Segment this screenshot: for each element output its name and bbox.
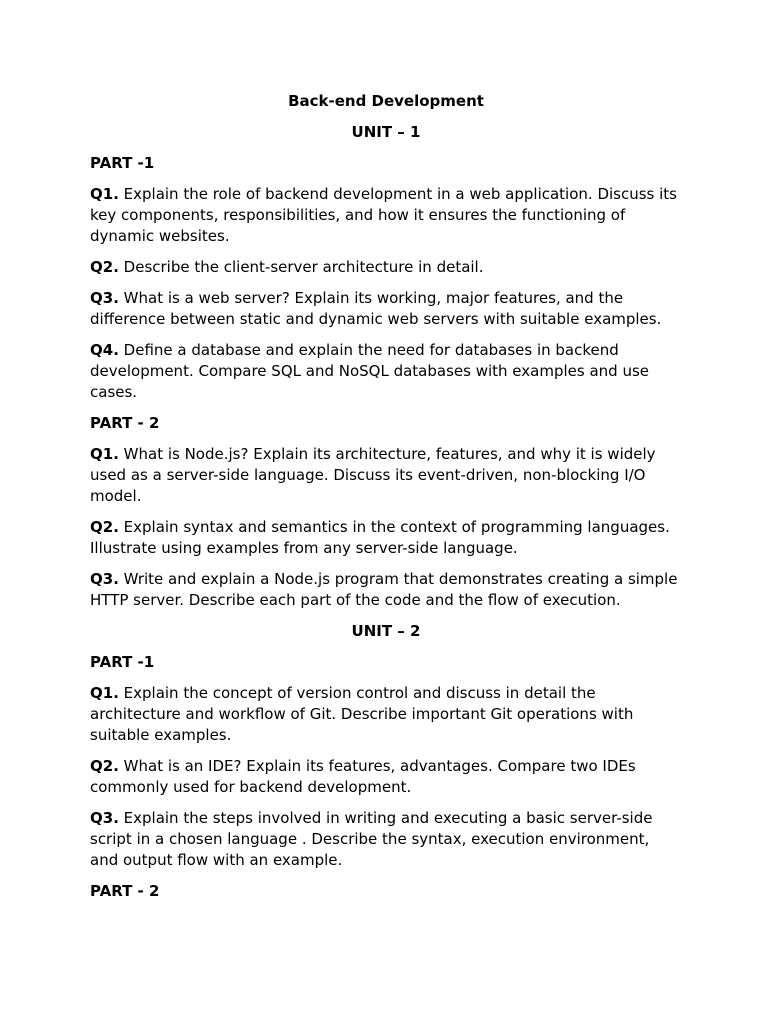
question-number: Q4.: [90, 341, 119, 359]
question-number: Q2.: [90, 258, 119, 276]
question-text: What is an IDE? Explain its features, advantages. Compare two IDEs commonly used for backend development.: [90, 757, 636, 796]
question-item: [90, 184, 682, 247]
question-text: Explain syntax and semantics in the context of programming languages. Illustrate using examples from any server-side language.: [90, 518, 670, 557]
unit-heading: UNIT – 1: [351, 123, 421, 141]
question-item: [90, 683, 682, 746]
question-text: What is a web server? Explain its working, major features, and the difference between static and dynamic web servers with suitable examples.: [90, 289, 662, 328]
unit-heading: UNIT – 2: [351, 622, 421, 640]
question-item: [90, 756, 682, 798]
question-text: Explain the concept of version control and discuss in detail the architecture and workflow of Git. Describe important Git operations with suitable examples.: [90, 684, 634, 744]
question-number: Q1.: [90, 684, 119, 702]
question-number: Q3.: [90, 570, 119, 588]
question-text: Explain the steps involved in writing and executing a basic server-side script in a chosen language . Describe the syntax, execution environment, and output flow with an example.: [90, 809, 653, 869]
question-text: Describe the client-server architecture in detail.: [118, 258, 484, 276]
question-text: Define a database and explain the need for databases in backend development. Compare SQL and NoSQL databases with examples and use cases.: [90, 341, 649, 401]
part-heading: PART -1: [90, 653, 155, 671]
question-item: [90, 288, 682, 330]
question-text: Write and explain a Node.js program that demonstrates creating a simple HTTP server. Describe each part of the code and the flow of execution.: [90, 570, 678, 609]
question-text: What is Node.js? Explain its architecture, features, and why it is widely used as a server-side language. Discuss its event-driven, non-blocking I/O model.: [90, 445, 656, 505]
question-item: [90, 569, 682, 611]
question-number: Q2.: [90, 757, 119, 775]
question-number: Q1.: [90, 445, 119, 463]
question-number: Q1.: [90, 185, 119, 203]
question-item: [90, 340, 682, 403]
question-number: Q2.: [90, 518, 119, 536]
question-number: Q3.: [90, 289, 119, 307]
question-item: [90, 444, 682, 507]
document-page: [90, 91, 682, 912]
question-number: Q3.: [90, 809, 119, 827]
part-heading: PART - 2: [90, 882, 160, 900]
document-title: Back-end Development: [288, 92, 484, 110]
part-heading: PART -1: [90, 154, 155, 172]
question-item: [90, 257, 682, 278]
part-heading: PART - 2: [90, 414, 160, 432]
question-text: Explain the role of backend development in a web application. Discuss its key components, responsibilities, and how it ensures the functioning of dynamic websites.: [90, 185, 677, 245]
question-item: [90, 517, 682, 559]
question-item: [90, 808, 682, 871]
